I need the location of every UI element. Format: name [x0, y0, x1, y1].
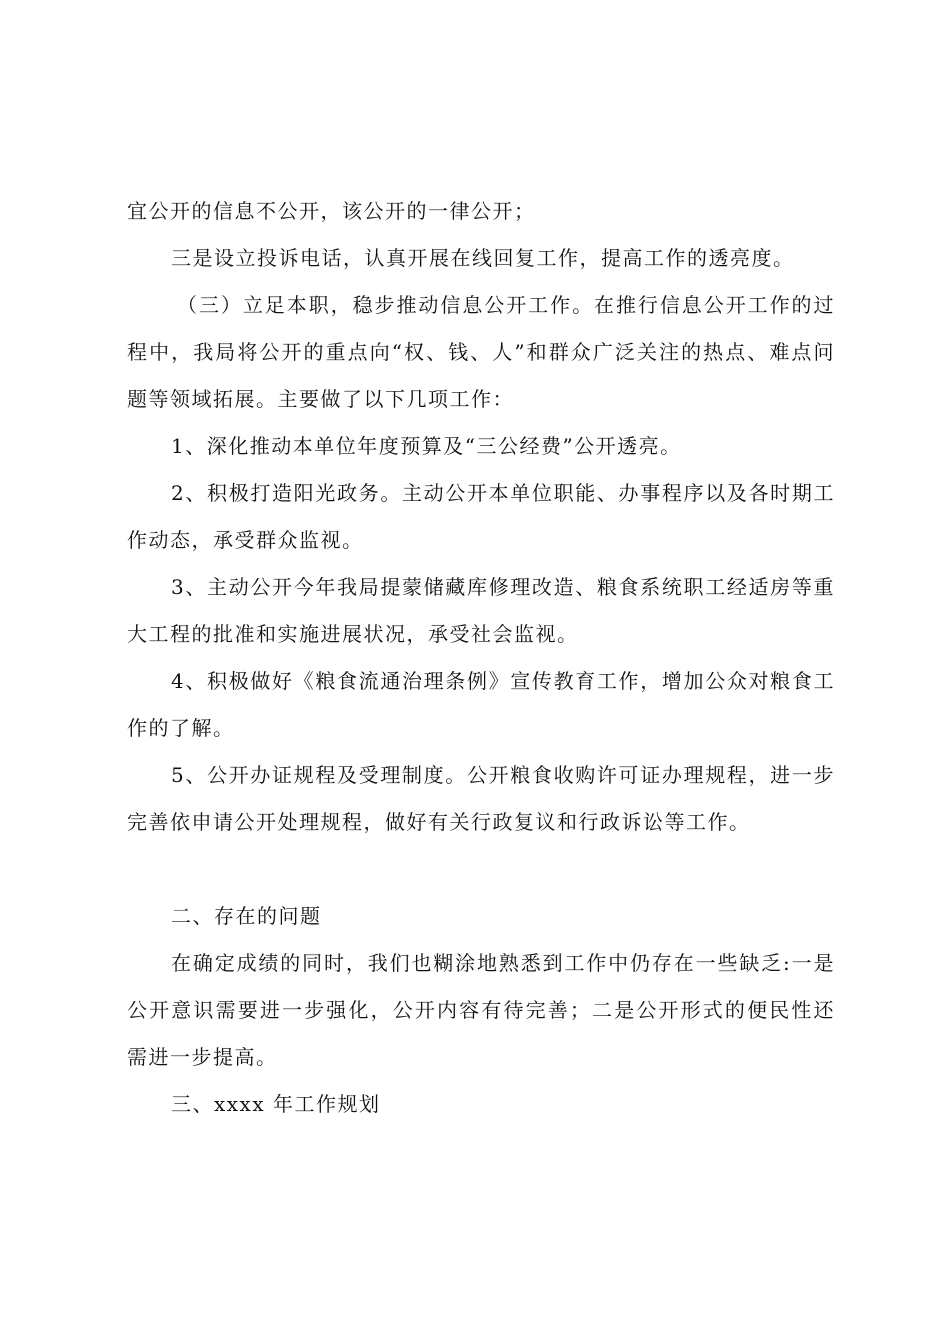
paragraph-problems-detail: 在确定成绩的同时，我们也糊涂地熟悉到工作中仍存在一些缺乏:一是公开意识需要进一步强化，公开内容有待完善；二是公开形式的便民性还需进一步提高。 [127, 951, 835, 1069]
paragraph-item-4: 4、积极做好《粮食流通治理条例》宣传教育工作，增加公众对粮食工作的了解。 [127, 669, 835, 740]
paragraph-item-5: 5、公开办证规程及受理制度。公开粮食收购许可证办理规程，进一步完善依申请公开处理规程，做好有关行政复议和行政诉讼等工作。 [127, 763, 835, 834]
paragraph-section-three: （三）立足本职，稳步推动信息公开工作。在推行信息公开工作的过程中，我局将公开的重点向“权、钱、人”和群众广泛关注的热点、难点问题等领域拓展。主要做了以下几项工作： [127, 293, 835, 411]
paragraph-item-1: 1、深化推动本单位年度预算及“三公经费”公开透亮。 [171, 434, 682, 458]
document-body [127, 188, 835, 1128]
paragraph-item-3: 3、主动公开今年我局提蒙储藏库修理改造、粮食系统职工经适房等重大工程的批准和实施进展状况，承受社会监视。 [127, 575, 835, 646]
paragraph-spacer [127, 846, 835, 893]
paragraph-item-2: 2、积极打造阳光政务。主动公开本单位职能、办事程序以及各时期工作动态，承受群众监视。 [127, 481, 835, 552]
heading-existing-problems: 二、存在的问题 [171, 904, 322, 928]
heading-work-plan: 三、xxxx 年工作规划 [171, 1092, 381, 1116]
paragraph-complaint-hotline: 三是设立投诉电话，认真开展在线回复工作，提高工作的透亮度。 [171, 246, 795, 270]
paragraph-continuation: 宜公开的信息不公开，该公开的一律公开； [127, 199, 536, 223]
